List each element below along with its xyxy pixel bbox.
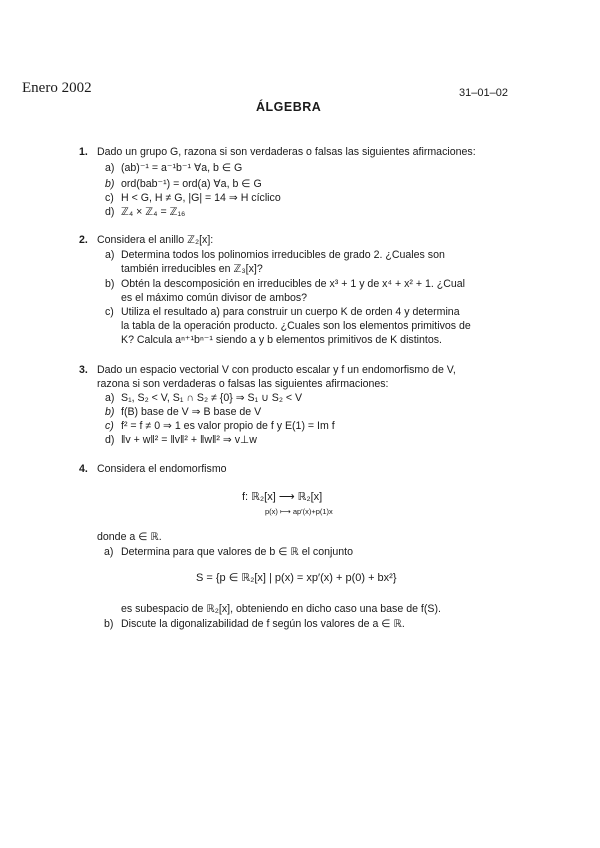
q3-b-label: b) <box>105 406 115 418</box>
q1-b-label: b) <box>105 178 115 190</box>
q4-a-continuation: es subespacio de ℝ₂[x], obteniendo en dicho caso una base de f(S). <box>121 603 441 615</box>
q3-a-label: a) <box>105 392 115 404</box>
q4-number: 4. <box>79 463 88 475</box>
q4-b-label: b) <box>104 618 114 630</box>
q2-c-label: c) <box>105 306 114 318</box>
q1-a-text: (ab)⁻¹ = a⁻¹b⁻¹ ∀a, b ∈ G <box>121 162 243 174</box>
q3-b-text: f(B) base de V ⇒ B base de V <box>121 406 262 418</box>
exam-title: ÁLGEBRA <box>256 100 322 114</box>
endomorphism-map: f: ℝ₂[x] ⟶ ℝ₂[x] <box>242 491 323 503</box>
q3-intro-line2: razona si son verdaderas o falsas las siguientes afirmaciones: <box>97 378 389 390</box>
q4-a-label: a) <box>104 546 114 558</box>
q2-a-line1: Determina todos los polinomios irreducibles de grado 2. ¿Cuales son <box>121 249 445 261</box>
exam-code: 31–01–02 <box>459 87 508 99</box>
q2-c-line2: la tabla de la operación producto. ¿Cuales son los elementos primitivos de <box>121 320 471 332</box>
q2-b-label: b) <box>105 278 115 290</box>
q3-c-text: f² = f ≠ 0 ⇒ 1 es valor propio de f y E(1) = Im f <box>121 420 335 432</box>
q1-c-text: H < G, H ≠ G, |G| = 14 ⇒ H cíclico <box>121 192 281 204</box>
q3-d-text: ‖v + w‖² = ‖v‖² + ‖w‖² ⇒ v⊥w <box>121 434 257 446</box>
q1-d-text: ℤ₄ × ℤ₄ = ℤ₁₆ <box>121 206 186 218</box>
exam-date: Enero 2002 <box>22 80 92 96</box>
q3-d-label: d) <box>105 434 115 446</box>
q4-b-text: Discute la digonalizabilidad de f según los valores de a ∈ ℝ. <box>121 618 405 630</box>
q1-d-label: d) <box>105 206 115 218</box>
q3-intro-line1: Dado un espacio vectorial V con producto escalar y f un endomorfismo de V, <box>97 364 456 376</box>
q2-a-label: a) <box>105 249 115 261</box>
q2-c-line3: K? Calcula aⁿ⁺¹bⁿ⁻¹ siendo a y b elementos primitivos de K distintos. <box>121 334 442 346</box>
q1-a-label: a) <box>105 162 115 174</box>
q4-where: donde a ∈ ℝ. <box>97 531 162 543</box>
endomorphism-rule: p(x) ⟼ ap′(x)+p(1)x <box>265 507 333 516</box>
q1-intro: Dado un grupo G, razona si son verdaderas o falsas las siguientes afirmaciones: <box>97 146 476 158</box>
q1-c-label: c) <box>105 192 114 204</box>
q2-b-line1: Obtén la descomposición en irreducibles de x³ + 1 y de x⁴ + x² + 1. ¿Cual <box>121 278 466 290</box>
q2-b-line2: es el máximo común divisor de ambos? <box>121 292 308 304</box>
q2-intro: Considera el anillo ℤ₂[x]: <box>97 234 214 246</box>
q3-a-text: S₁, S₂ < V, S₁ ∩ S₂ ≠ {0} ⇒ S₁ ∪ S₂ < V <box>121 392 303 404</box>
q1-number: 1. <box>79 146 88 158</box>
q4-a-text: Determina para que valores de b ∈ ℝ el conjunto <box>121 546 353 558</box>
q3-c-label: c) <box>105 420 114 432</box>
q1-b-text: ord(bab⁻¹) = ord(a) ∀a, b ∈ G <box>121 178 262 190</box>
q2-c-line1: Utiliza el resultado a) para construir un cuerpo K de orden 4 y determina <box>121 306 460 318</box>
q2-a-line2: también irreducibles en ℤ₃[x]? <box>121 263 263 275</box>
q4-intro: Considera el endomorfismo <box>97 463 227 475</box>
q2-number: 2. <box>79 234 88 246</box>
set-definition: S = {p ∈ ℝ₂[x] | p(x) = xp′(x) + p(0) + bx²} <box>196 572 397 584</box>
q3-number: 3. <box>79 364 88 376</box>
